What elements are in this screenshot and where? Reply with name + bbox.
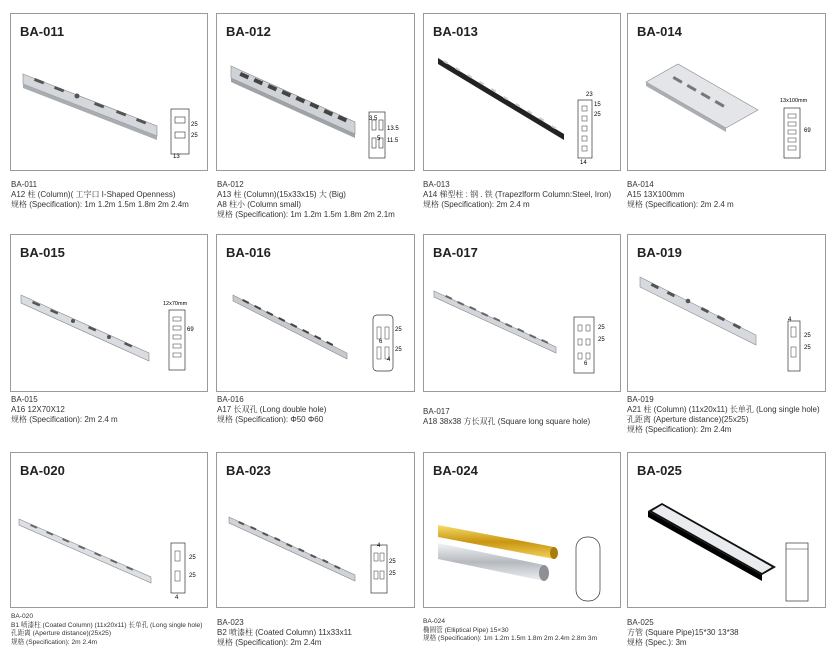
dimension-label: 4: [175, 595, 179, 601]
desc-line: 规格 (Specification): 1m 1.2m 1.5m 1.8m 2m 2.4m 2.8m 3m: [423, 635, 598, 642]
column-drawing: [424, 235, 622, 393]
dimension-label: 25: [804, 333, 811, 339]
desc-line: 规格 (Spec.): 3m: [627, 638, 687, 647]
desc-line: 规格 (Specification): 1m 1.2m 1.5m 1.8m 2m 2.4m: [11, 200, 189, 209]
desc-line: A16 12X70X12: [11, 405, 65, 414]
product-image-frame: [216, 13, 415, 171]
dimension-label: 11.5: [387, 138, 399, 144]
dimension-label: 25: [389, 559, 396, 565]
dimension-label: 69: [804, 128, 811, 134]
product-code: BA-017: [433, 245, 478, 260]
desc-line: 方管 (Square Pipe)15*30 13*38: [627, 628, 739, 637]
desc-line: 规格 (Specification): Φ50 Φ60: [217, 415, 324, 424]
dimension-label: 25: [594, 112, 601, 118]
product-description: [423, 407, 590, 427]
dimension-label: 3.5: [369, 116, 378, 122]
desc-line: BA-017: [423, 407, 450, 416]
product-description: [423, 618, 597, 644]
column-drawing: [11, 235, 209, 393]
column-drawing: [424, 14, 622, 172]
desc-line: 孔距离 (Aperture distance)(25x25): [11, 630, 112, 637]
dimension-label: 12x70mm: [163, 301, 188, 307]
product-image-frame: [423, 13, 621, 171]
product-description: [11, 180, 189, 210]
column-drawing: [628, 14, 827, 172]
column-drawing: [11, 14, 209, 172]
product-code: BA-023: [226, 463, 271, 478]
dimension-label: 25: [189, 555, 196, 561]
dimension-label: 25: [389, 571, 396, 577]
dimension-label: 4: [377, 543, 381, 549]
desc-line: BA-016: [217, 395, 244, 404]
dimension-label: 25: [395, 327, 402, 333]
product-code: BA-024: [433, 463, 478, 478]
column-drawing: [217, 453, 416, 609]
product-code: BA-013: [433, 24, 478, 39]
dimension-label: 14: [580, 160, 587, 166]
pipe-drawing: [424, 453, 622, 609]
dimension-label: 6: [379, 339, 383, 345]
product-code: BA-020: [20, 463, 65, 478]
desc-line: 规格 (Specification): 2m 2.4 m: [423, 200, 530, 209]
desc-line: B2 喷漆柱 (Coated Column) 11x33x11: [217, 628, 352, 637]
pipe-drawing: [628, 453, 827, 609]
desc-line: BA-020: [11, 613, 33, 620]
desc-line: 规格 (Specification): 2m 2.4m: [11, 638, 98, 646]
desc-line: BA-024: [423, 618, 445, 625]
product-description: [11, 613, 202, 647]
product-image-frame: [627, 13, 826, 171]
dimension-label: 25: [191, 133, 198, 139]
product-code: BA-014: [637, 24, 682, 39]
product-image-frame: [216, 452, 415, 608]
desc-line: A14 梯型柱 : 钢 . 铁 (Trapezlform Column:Steel, Iron): [423, 190, 612, 199]
desc-line: A8 柱小 (Column small): [217, 200, 302, 209]
product-image-frame: [627, 234, 826, 392]
product-description: [627, 618, 739, 648]
product-image-frame: [423, 234, 621, 392]
product-code: BA-012: [226, 24, 271, 39]
dimension-label: 25: [598, 337, 605, 343]
desc-line: 规格 (Specification): 1m 1.2m 1.5m 1.8m 2m 2.1m: [217, 210, 395, 219]
dimension-label: 4: [387, 357, 391, 363]
product-code: BA-025: [637, 463, 682, 478]
product-description: [217, 618, 352, 648]
product-code: BA-019: [637, 245, 682, 260]
dimension-label: 23: [586, 92, 593, 98]
dimension-label: 25: [804, 345, 811, 351]
product-image-frame: [10, 234, 208, 392]
dimension-label: 25: [189, 573, 196, 579]
desc-line: 规格 (Specification): 2m 2.4 m: [11, 415, 118, 424]
desc-line: BA-013: [423, 180, 450, 189]
desc-line: BA-015: [11, 395, 38, 404]
dimension-label: 25: [191, 122, 198, 128]
desc-line: 椭圆管 (Elliptical Pipe) 15×30: [423, 626, 509, 634]
product-image-frame: [10, 13, 208, 171]
desc-line: 孔距离 (Aperture distance)(25x25): [627, 415, 749, 424]
desc-line: A12 柱 (Column)( 工字口 I-Shaped Openness): [11, 190, 176, 199]
desc-line: BA-014: [627, 180, 654, 189]
desc-line: 规格 (Specification): 2m 2.4m: [217, 638, 322, 647]
product-code: BA-011: [20, 24, 65, 39]
column-drawing: [628, 235, 827, 393]
desc-line: 规格 (Specification): 2m 2.4m: [627, 425, 732, 434]
dimension-label: 13.5: [387, 126, 399, 132]
desc-line: BA-019: [627, 395, 654, 404]
desc-line: A15 13X100mm: [627, 190, 685, 199]
product-description: [627, 395, 820, 435]
product-description: [423, 180, 611, 210]
product-image-frame: [216, 234, 415, 392]
dimension-label: 5: [377, 136, 381, 142]
product-code: BA-015: [20, 245, 65, 260]
column-drawing: [217, 14, 416, 172]
product-image-frame: [423, 452, 621, 608]
desc-line: A18 38x38 方长双孔 (Square long square hole): [423, 417, 591, 426]
column-drawing: [11, 453, 209, 609]
product-image-frame: [10, 452, 208, 608]
dimension-label: 4: [788, 317, 792, 323]
product-description: [217, 395, 326, 425]
desc-line: BA-025: [627, 618, 654, 627]
desc-line: BA-012: [217, 180, 244, 189]
column-drawing: [217, 235, 416, 393]
dimension-label: 25: [598, 325, 605, 331]
desc-line: B1 喷漆柱 (Coated Column) (11x20x11) 长单孔 (Long single hole): [11, 621, 203, 629]
desc-line: A21 柱 (Column) (11x20x11) 长单孔 (Long single hole): [627, 405, 820, 414]
dimension-label: 15: [594, 102, 601, 108]
desc-line: A17 长双孔 (Long double hole): [217, 405, 327, 414]
desc-line: BA-023: [217, 618, 244, 627]
product-description: [627, 180, 734, 210]
dimension-label: 25: [395, 347, 402, 353]
product-code: BA-016: [226, 245, 271, 260]
dimension-label: 13x100mm: [780, 98, 808, 104]
product-image-frame: [627, 452, 826, 608]
dimension-label: 6: [584, 361, 588, 367]
dimension-label: 69: [187, 327, 194, 333]
product-description: [217, 180, 395, 220]
desc-line: A13 柱 (Column)(15x33x15) 大 (Big): [217, 190, 346, 199]
dimension-label: 13: [173, 154, 180, 160]
product-description: [11, 395, 118, 425]
desc-line: BA-011: [11, 180, 38, 189]
desc-line: 规格 (Specification): 2m 2.4 m: [627, 200, 734, 209]
